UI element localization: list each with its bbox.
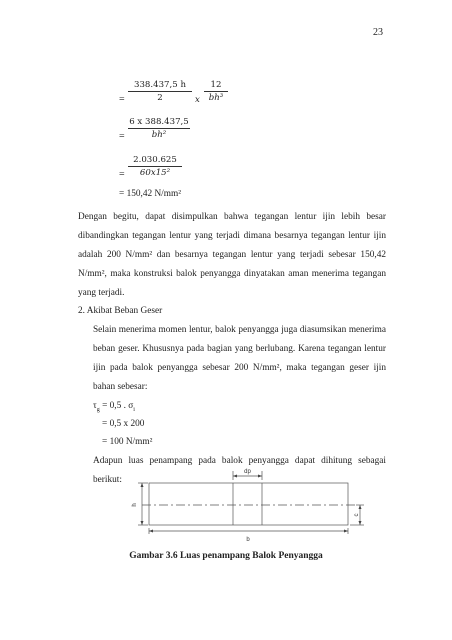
paragraph-conclusion: Dengan begitu, dapat disimpulkan bahwa tegangan lentur ijin lebih besar dibandingkan tegangan lentur yang terjadi dimana besarnya tegangan lentur ijin adalah 200 N/mm² dan besarnya tegangan lentur yang terjadi sebesar 150,42 N/mm², maka konstruksi balok penyangga dinyatakan aman menerima tegangan yang terjadi. (78, 212, 386, 298)
arrow-head (359, 521, 362, 525)
denominator: 2 (157, 93, 163, 103)
numerator: 12 (204, 80, 228, 92)
arrow-head (233, 475, 237, 478)
section-heading: 2. Akibat Beban Geser (78, 306, 163, 316)
label-h: h (132, 503, 138, 507)
numerator: 338.437,5 h (128, 80, 192, 92)
arrow-head (258, 475, 262, 478)
shear-equation-line-2: = 0,5 x 200 (102, 419, 145, 429)
beam-outline (149, 483, 348, 525)
arrow-head (141, 521, 144, 525)
sigma-subscript: i (133, 406, 135, 413)
label-dp: dp (244, 469, 251, 475)
numerator: 2.030.625 (128, 155, 182, 167)
equals-sign: = (119, 169, 125, 180)
paragraph-shear: Selain menerima momen lentur, balok penyangga juga diasumsikan menerima beban geser. Khususnya pada bagian yang berlubang. Karena tegangan lentur ijin pada balok penyangga sebesar 200 N/mm², maka tegangan geser ijin bahan sebesar: (93, 325, 386, 392)
tau-symbol: τ (93, 401, 97, 411)
equals-sign: = (119, 131, 125, 142)
arrow-head (149, 530, 153, 533)
shear-equation-line-1 (93, 397, 135, 416)
times-sign: x (195, 95, 200, 105)
paragraph-area: Adapun luas penampang pada balok penyangga dapat dihitung sebagai berikut: (93, 456, 386, 485)
page-number: 23 (373, 27, 383, 38)
equation-result: = 150,42 N/mm² (119, 189, 182, 199)
label-b: b (246, 537, 250, 543)
arrow-head (344, 530, 348, 533)
equals-sign: = (119, 94, 125, 105)
fraction-1b (204, 80, 228, 103)
shear-rhs: = 0,5 . σ (102, 401, 134, 411)
tau-subscript: g (96, 406, 100, 413)
arrow-head (359, 505, 362, 509)
beam-cross-section-figure (120, 468, 370, 548)
denominator: 60x15² (139, 168, 171, 178)
shear-equation-line-3: = 100 N/mm² (102, 437, 153, 447)
fraction-2 (128, 117, 190, 140)
denominator: bh² (151, 130, 167, 140)
numerator: 6 x 388.437,5 (129, 117, 189, 127)
label-c: c (354, 513, 360, 517)
arrow-head (141, 483, 144, 487)
fraction-3 (128, 155, 182, 178)
fraction-1a (128, 80, 192, 103)
figure-caption: Gambar 3.6 Luas penampang Balok Penyangga (129, 551, 323, 561)
denominator: bh³ (208, 93, 224, 103)
